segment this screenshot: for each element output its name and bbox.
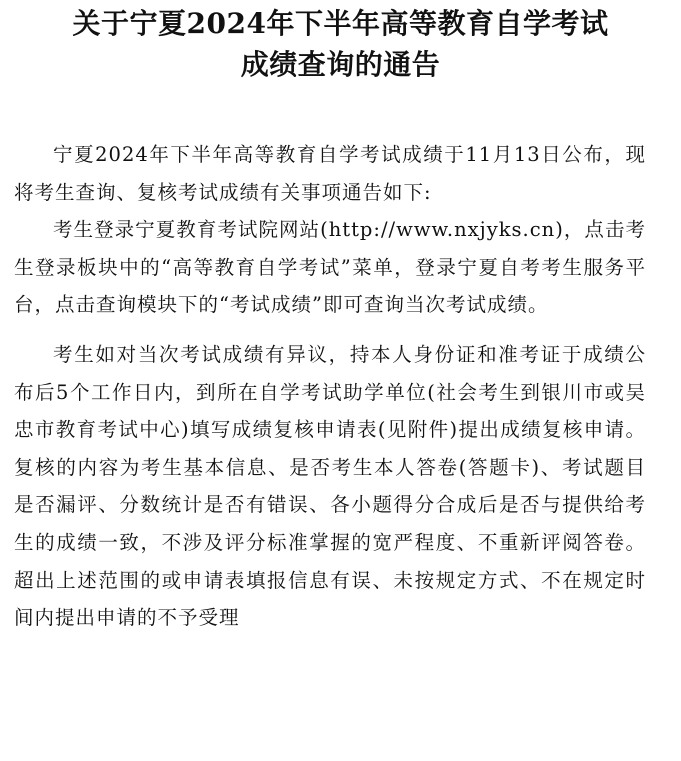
paragraph-review-application: 考生如对当次考试成绩有异议，持本人身份证和准考证于成绩公布后5个工作日内，到所在自学考试助学单位(社会考生到银川市或吴忠市教育考试中心)填写成绩复核申请表(见附件)提出成绩复核申请。复核的内容为考生基本信息、是否考生本人答卷(答题卡)、考试题目是否漏评、分数统计是否有错误、各小题得分合成后是否与提供给考生的成绩一致，不涉及评分标准掌握的宽严程度、不重新评阅答卷。超出上述范围的或申请表填报信息有误、未按规定方式、不在规定时间内提出申请的不予受理 — [14, 342, 646, 630]
notice-title-line-1: 关于宁夏2024年下半年高等教育自学考试 — [72, 7, 609, 40]
paragraph-publication-date: 宁夏2024年下半年高等教育自学考试成绩于11月13日公布，现将考生查询、复核考试成绩有关事项通告如下: — [14, 143, 646, 204]
paragraph-query-method: 考生登录宁夏教育考试院网站(http://www.nxjyks.cn)，点击考生登录板块中的“高等教育自学考试”菜单，登录宁夏自考考生服务平台，点击查询模块下的“考试成绩”即可查询当次考试成绩。 — [14, 218, 646, 317]
notice-body — [14, 136, 646, 637]
notice-title-line-2: 成绩查询的通告 — [240, 48, 441, 81]
